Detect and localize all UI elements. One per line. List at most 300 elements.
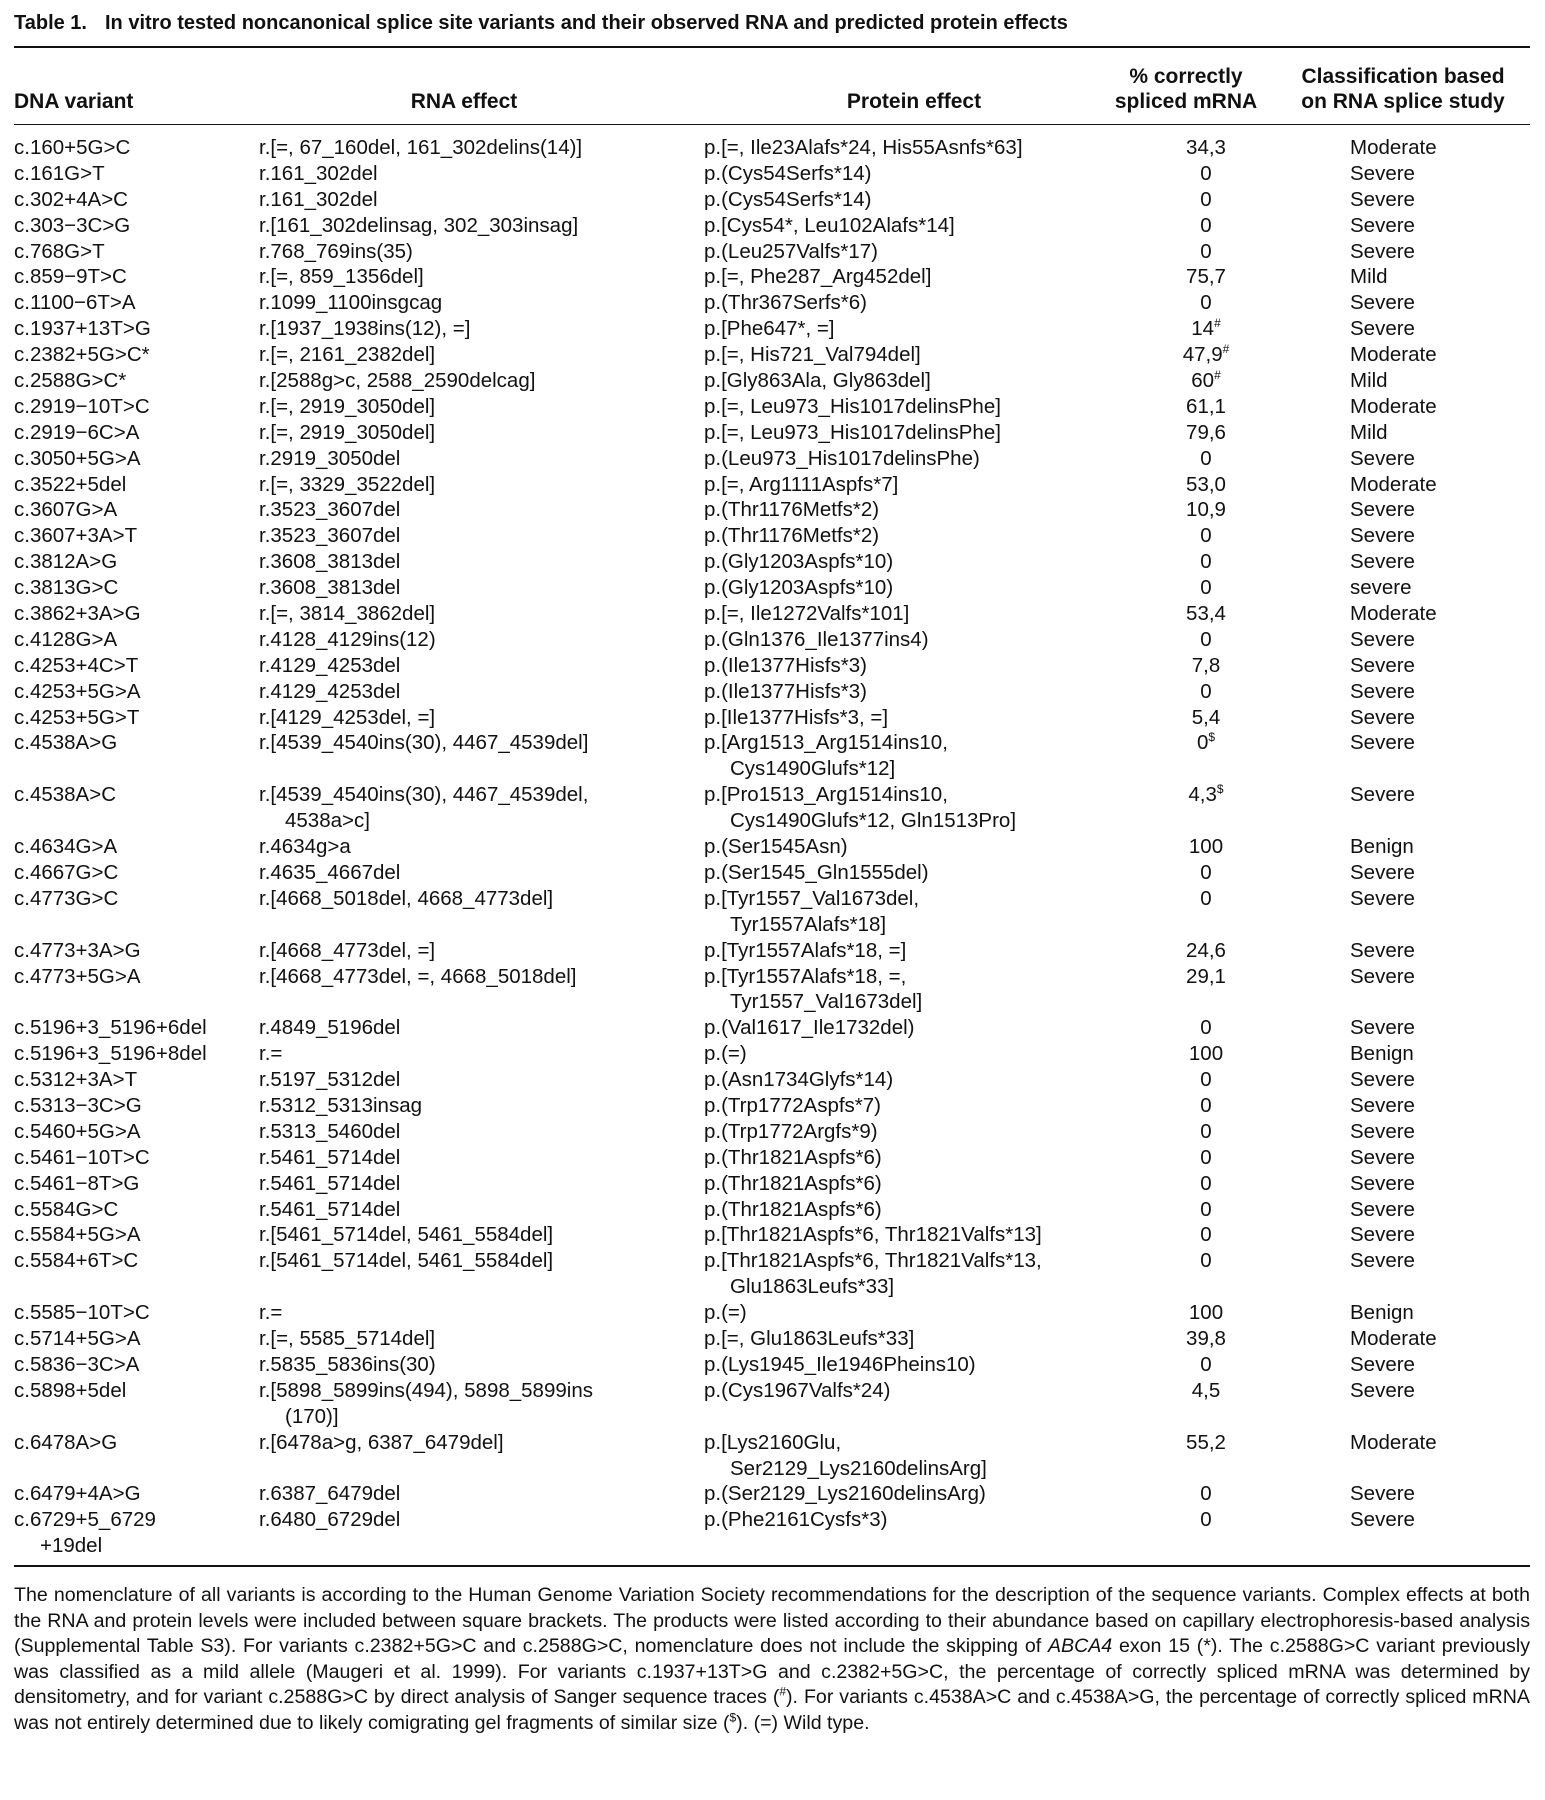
protein-effect-cell	[704, 368, 931, 394]
rna-effect-cell-text: r.[4668_4773del, =]	[259, 938, 436, 962]
dna-variant-cell	[14, 653, 138, 679]
percent-value: 0	[1200, 627, 1212, 651]
classification-cell-text: Severe	[1350, 317, 1415, 341]
protein-effect-cell-text: p.[=, Ile23Alafs*24, His55Asnfs*63]	[704, 136, 1023, 159]
protein-effect-cell	[704, 1197, 882, 1223]
table-row	[14, 860, 1530, 886]
classification-cell	[1350, 1041, 1414, 1067]
footnote-mark: #	[1222, 342, 1230, 357]
classification-cell	[1350, 1015, 1415, 1041]
protein-effect-cell-text: p.(Lys1945_Ile1946Pheins10)	[704, 1352, 976, 1376]
rna-effect-cell	[259, 394, 435, 420]
classification-cell	[1350, 264, 1388, 290]
protein-effect-cell	[704, 290, 867, 316]
rna-effect-cell	[259, 161, 378, 187]
percent-spliced-cell	[1126, 860, 1286, 886]
protein-effect-cell-text: p.[Tyr1557Alafs*18, =,	[704, 964, 907, 988]
percent-spliced-cell	[1126, 497, 1286, 523]
dna-variant-cell	[14, 187, 128, 213]
protein-effect-cell-text: p.[Ile1377Hisfs*3, =]	[704, 705, 889, 729]
protein-effect-cell-text: p.(Phe2161Cysfs*3)	[704, 1508, 888, 1532]
protein-effect-cell	[704, 1119, 878, 1145]
rna-effect-cell	[259, 1093, 422, 1119]
protein-effect-cell-text: p.(Trp1772Argfs*9)	[704, 1119, 878, 1143]
rna-effect-cell	[259, 135, 582, 161]
dna-variant-cell-text: c.5313−3C>G	[14, 1094, 142, 1118]
table-row	[14, 1507, 1530, 1559]
classification-cell	[1350, 1378, 1415, 1404]
protein-effect-cell	[704, 1300, 747, 1326]
classification-cell	[1350, 135, 1437, 161]
footnote-part-3: ). For variants c.4538A>C and c.4538A>G, the percentage of correctly spliced mRNA was not entirely determined due to likely comigrating gel fragments of similar size (	[14, 1686, 1530, 1735]
classification-cell-text: Severe	[1350, 1145, 1415, 1169]
header-percent-line2: spliced mRNA	[1114, 90, 1258, 113]
classification-cell-text: Severe	[1350, 1171, 1415, 1195]
percent-value: 0	[1200, 1352, 1212, 1376]
dna-variant-cell	[14, 1300, 150, 1326]
classification-cell-text: Severe	[1350, 964, 1415, 988]
dna-variant-cell-text: c.303−3C>G	[14, 213, 131, 237]
rna-effect-cell-text: r.3608_3813del	[259, 550, 401, 574]
protein-effect-cell-text: p.[Arg1513_Arg1514ins10,	[704, 731, 948, 755]
dna-variant-cell-text: c.1100−6T>A	[14, 291, 136, 315]
classification-cell	[1350, 290, 1415, 316]
classification-cell	[1350, 679, 1415, 705]
rna-effect-cell	[259, 1378, 593, 1430]
dna-variant-cell-text: c.5461−8T>G	[14, 1171, 140, 1195]
percent-spliced-cell	[1126, 420, 1286, 446]
dna-variant-cell-text: c.4253+4C>T	[14, 653, 139, 677]
rna-effect-cell	[259, 472, 435, 498]
classification-cell-text: Severe	[1350, 1223, 1415, 1247]
dna-variant-cell	[14, 239, 105, 265]
dna-variant-cell	[14, 1430, 117, 1456]
protein-effect-cell-text: p.[=, Leu973_His1017delinsPhe]	[704, 394, 1001, 418]
classification-cell-text: Severe	[1350, 1068, 1415, 1092]
table-row	[14, 446, 1530, 472]
percent-spliced-cell	[1126, 187, 1286, 213]
percent-spliced-cell	[1126, 886, 1286, 912]
footnote-part-1: The nomenclature of all variants is according to the Human Genome Variation Society recommendations for the description of the sequence variants. Complex effects at both the RNA and protein levels were included between square brackets. The products were listed according to their abundance based on capillary electrophoresis-based analysis (Supplemental Table S3). For variants c.2382+5G>C and c.2588G>C, nomenclature does not include the skipping of	[14, 1584, 1530, 1658]
table-row	[14, 264, 1530, 290]
rna-effect-cell-text: r.[4668_4773del, =, 4668_5018del]	[259, 964, 577, 988]
protein-effect-cell-text: p.[Lys2160Glu,	[704, 1430, 842, 1454]
percent-value: 0	[1200, 576, 1212, 600]
dna-variant-cell-text: c.768G>T	[14, 239, 105, 263]
classification-cell-text: Moderate	[1350, 602, 1437, 626]
percent-spliced-cell	[1126, 601, 1286, 627]
protein-effect-cell	[704, 394, 1001, 420]
protein-effect-cell	[704, 1171, 882, 1197]
protein-effect-cell-continuation: Tyr1557_Val1673del]	[730, 990, 923, 1014]
classification-cell-text: Mild	[1350, 265, 1388, 289]
classification-cell	[1350, 316, 1415, 342]
percent-spliced-cell	[1126, 782, 1286, 808]
protein-effect-cell-continuation: Glu1863Leufs*33]	[730, 1275, 895, 1299]
dna-variant-cell-text: c.4773G>C	[14, 886, 119, 910]
classification-cell-text: Severe	[1350, 1352, 1415, 1376]
classification-cell	[1350, 1119, 1415, 1145]
rna-effect-cell	[259, 860, 400, 886]
dna-variant-cell	[14, 1248, 138, 1274]
classification-cell-text: Severe	[1350, 213, 1415, 237]
classification-cell-text: Severe	[1350, 524, 1415, 548]
rna-effect-cell	[259, 705, 435, 731]
protein-effect-cell	[704, 239, 878, 265]
protein-effect-cell-text: p.(Thr1176Metfs*2)	[704, 524, 880, 548]
classification-cell	[1350, 705, 1415, 731]
percent-spliced-cell	[1126, 316, 1286, 342]
protein-effect-cell-text: p.[=, Phe287_Arg452del]	[704, 265, 932, 289]
protein-effect-cell-text: p.(Thr1821Aspfs*6)	[704, 1145, 882, 1169]
dna-variant-cell	[14, 679, 141, 705]
rna-effect-cell-text: r.5313_5460del	[259, 1119, 401, 1143]
percent-spliced-cell	[1126, 264, 1286, 290]
rna-effect-cell-text: r.5461_5714del	[259, 1171, 401, 1195]
protein-effect-cell-text: p.(Thr367Serfs*6)	[704, 291, 867, 315]
dna-variant-cell-text: c.4128G>A	[14, 627, 118, 651]
classification-cell-text: Moderate	[1350, 394, 1437, 418]
classification-cell-text: Severe	[1350, 860, 1415, 884]
dna-variant-cell	[14, 135, 130, 161]
dna-variant-cell	[14, 834, 117, 860]
dna-variant-cell-text: c.4667G>C	[14, 860, 119, 884]
classification-cell-text: Severe	[1350, 446, 1415, 470]
rna-effect-cell	[259, 627, 436, 653]
classification-cell	[1350, 1067, 1415, 1093]
rna-effect-cell-text: r.=	[259, 1301, 283, 1325]
percent-value: 5,4	[1191, 705, 1221, 729]
dna-variant-cell-text: c.5460+5G>A	[14, 1119, 141, 1143]
protein-effect-cell	[704, 264, 931, 290]
dna-variant-cell	[14, 1015, 207, 1041]
table-row	[14, 886, 1530, 938]
table-row	[14, 1119, 1530, 1145]
percent-spliced-cell	[1126, 964, 1286, 990]
classification-cell-text: Severe	[1350, 679, 1415, 703]
classification-cell	[1350, 627, 1415, 653]
table-row	[14, 213, 1530, 239]
classification-cell	[1350, 938, 1415, 964]
percent-value: 0	[1200, 1197, 1212, 1221]
classification-cell-text: severe	[1350, 576, 1412, 600]
protein-effect-cell-text: p.(Leu973_His1017delinsPhe)	[704, 446, 980, 470]
protein-effect-cell	[704, 679, 867, 705]
percent-value: 61,1	[1186, 394, 1226, 418]
dna-variant-cell-text: c.859−9T>C	[14, 265, 127, 289]
dna-variant-cell	[14, 264, 127, 290]
rna-effect-cell-text: r.161_302del	[259, 161, 378, 185]
classification-cell	[1350, 368, 1388, 394]
dna-variant-cell	[14, 420, 139, 446]
dna-variant-cell-text: c.5461−10T>C	[14, 1145, 150, 1169]
protein-effect-cell-text: p.[=, His721_Val794del]	[704, 343, 921, 367]
dna-variant-cell-text: c.5312+3A>T	[14, 1068, 138, 1092]
document-page	[14, 8, 1530, 1737]
rna-effect-cell	[259, 497, 400, 523]
rna-effect-cell	[259, 1326, 435, 1352]
dna-variant-cell	[14, 368, 126, 394]
protein-effect-cell	[704, 342, 921, 368]
percent-value: 10,9	[1186, 498, 1226, 522]
protein-effect-cell-text: p.(Leu257Valfs*17)	[704, 239, 878, 263]
dna-variant-cell	[14, 290, 136, 316]
rna-effect-cell	[259, 1145, 400, 1171]
dna-variant-cell-text: c.5836−3C>A	[14, 1352, 140, 1376]
protein-effect-cell	[704, 472, 898, 498]
percent-spliced-cell	[1126, 549, 1286, 575]
rna-effect-cell-text: r.[=, 3814_3862del]	[259, 602, 436, 626]
percent-spliced-cell	[1126, 679, 1286, 705]
classification-cell-text: Severe	[1350, 1016, 1415, 1040]
rna-effect-cell	[259, 938, 435, 964]
protein-effect-cell-text: p.(Asn1734Glyfs*14)	[704, 1068, 894, 1092]
rna-effect-cell	[259, 1507, 400, 1533]
percent-spliced-cell	[1126, 1507, 1286, 1533]
classification-cell-text: Severe	[1350, 550, 1415, 574]
rna-effect-cell-text: r.[=, 2919_3050del]	[259, 420, 436, 444]
percent-value: 79,6	[1186, 420, 1226, 444]
table-row	[14, 1197, 1530, 1223]
classification-cell	[1350, 394, 1437, 420]
classification-cell-text: Mild	[1350, 369, 1388, 393]
rna-effect-cell-text: r.[5461_5714del, 5461_5584del]	[259, 1223, 554, 1247]
rna-effect-cell	[259, 1300, 282, 1326]
protein-effect-cell	[704, 1430, 987, 1482]
rna-effect-cell	[259, 368, 535, 394]
protein-effect-cell	[704, 575, 893, 601]
dna-variant-cell	[14, 938, 141, 964]
dna-variant-cell-text: c.3813G>C	[14, 576, 119, 600]
classification-cell	[1350, 1352, 1415, 1378]
footnote-mark: $	[1208, 730, 1216, 745]
footnote-part-4: ). (=) Wild type.	[736, 1712, 870, 1735]
classification-cell	[1350, 1197, 1415, 1223]
percent-value: 0	[1200, 1016, 1212, 1040]
header-dna-variant: DNA variant	[14, 90, 134, 113]
classification-cell	[1350, 472, 1437, 498]
rna-effect-cell	[259, 782, 588, 834]
classification-cell	[1350, 497, 1415, 523]
classification-cell-text: Severe	[1350, 1197, 1415, 1221]
percent-spliced-cell	[1126, 290, 1286, 316]
dna-variant-cell-text: c.3862+3A>G	[14, 602, 141, 626]
percent-value: 100	[1188, 1301, 1224, 1325]
protein-effect-cell	[704, 497, 879, 523]
protein-effect-cell	[704, 1248, 1042, 1300]
rna-effect-cell	[259, 964, 576, 990]
table-row	[14, 1041, 1530, 1067]
classification-cell-text: Moderate	[1350, 1430, 1437, 1454]
rna-effect-cell-text: r.2919_3050del	[259, 446, 401, 470]
classification-cell	[1350, 730, 1415, 756]
dna-variant-cell	[14, 964, 141, 990]
percent-spliced-cell	[1126, 653, 1286, 679]
table-row	[14, 964, 1530, 1016]
rna-effect-cell	[259, 1119, 400, 1145]
dna-variant-cell	[14, 1041, 207, 1067]
percent-value: 14	[1191, 317, 1215, 341]
classification-cell-text: Severe	[1350, 1378, 1415, 1402]
dna-variant-cell	[14, 730, 117, 756]
dna-variant-cell	[14, 1507, 156, 1559]
dna-variant-cell-text: c.4538A>G	[14, 731, 118, 755]
percent-value: 0	[1200, 1068, 1212, 1092]
protein-effect-cell	[704, 1093, 881, 1119]
protein-effect-cell-text: p.(Gly1203Aspfs*10)	[704, 576, 894, 600]
rna-effect-cell-text: r.4635_4667del	[259, 860, 401, 884]
classification-cell-text: Severe	[1350, 1508, 1415, 1532]
rna-effect-cell-text: r.[=, 5585_5714del]	[259, 1327, 436, 1351]
protein-effect-cell	[704, 549, 893, 575]
classification-cell-text: Severe	[1350, 161, 1415, 185]
classification-cell	[1350, 161, 1415, 187]
percent-value: 100	[1188, 835, 1224, 859]
header-rna-effect: RNA effect	[410, 90, 518, 113]
protein-effect-cell	[704, 730, 948, 782]
protein-effect-cell	[704, 705, 888, 731]
dna-variant-cell	[14, 342, 150, 368]
table-body	[14, 125, 1530, 1559]
percent-value: 0	[1200, 239, 1212, 263]
classification-cell	[1350, 1171, 1415, 1197]
percent-spliced-cell	[1126, 1145, 1286, 1171]
table-row	[14, 730, 1530, 782]
dna-variant-cell-text: c.4773+3A>G	[14, 938, 141, 962]
percent-value: 0	[1200, 213, 1212, 237]
rna-effect-cell	[259, 575, 400, 601]
table-row	[14, 290, 1530, 316]
classification-cell-text: Severe	[1350, 886, 1415, 910]
rna-effect-cell-text: r.[=, 3329_3522del]	[259, 472, 436, 496]
rna-effect-cell	[259, 187, 378, 213]
protein-effect-cell-continuation: Cys1490Glufs*12]	[730, 757, 896, 781]
protein-effect-cell	[704, 446, 980, 472]
rna-effect-cell	[259, 601, 435, 627]
table-row	[14, 1093, 1530, 1119]
percent-value: 47,9	[1182, 343, 1223, 367]
rna-effect-cell-text: r.4128_4129ins(12)	[259, 627, 436, 651]
percent-spliced-cell	[1126, 1300, 1286, 1326]
protein-effect-cell	[704, 1507, 887, 1533]
table-row	[14, 368, 1530, 394]
rna-effect-cell	[259, 679, 400, 705]
table-row	[14, 601, 1530, 627]
protein-effect-cell-text: p.[Pro1513_Arg1514ins10,	[704, 783, 948, 807]
classification-cell	[1350, 342, 1437, 368]
protein-effect-cell-text: p.[Tyr1557Alafs*18, =]	[704, 938, 907, 962]
protein-effect-cell-text: p.[=, Leu973_His1017delinsPhe]	[704, 420, 1001, 444]
header-classification-line1: Classification based	[1301, 65, 1505, 88]
dna-variant-cell	[14, 1145, 150, 1171]
classification-cell-text: Severe	[1350, 239, 1415, 263]
percent-spliced-cell	[1126, 1015, 1286, 1041]
protein-effect-cell	[704, 161, 871, 187]
dna-variant-cell-text: c.302+4A>C	[14, 187, 128, 211]
table-row	[14, 834, 1530, 860]
classification-cell-text: Severe	[1350, 783, 1415, 807]
protein-effect-cell-continuation: Tyr1557Alafs*18]	[730, 912, 887, 936]
table-row	[14, 782, 1530, 834]
classification-cell-text: Severe	[1350, 1249, 1415, 1273]
dna-variant-cell	[14, 1171, 139, 1197]
footnote-mark: #	[1214, 316, 1221, 331]
protein-effect-cell	[704, 1015, 914, 1041]
rna-effect-cell-text: r.4129_4253del	[259, 653, 401, 677]
rna-effect-cell	[259, 213, 578, 239]
classification-cell	[1350, 1326, 1437, 1352]
footnote-mark: $	[1216, 782, 1224, 797]
protein-effect-cell	[704, 938, 906, 964]
rna-effect-cell-text: r.[=, 2919_3050del]	[259, 394, 436, 418]
table-row	[14, 420, 1530, 446]
percent-spliced-cell	[1126, 472, 1286, 498]
classification-cell	[1350, 575, 1412, 601]
dna-variant-cell-text: c.2588G>C*	[14, 369, 127, 393]
dna-variant-cell	[14, 1093, 142, 1119]
percent-value: 0	[1200, 1223, 1212, 1247]
protein-effect-cell	[704, 627, 929, 653]
table-row	[14, 938, 1530, 964]
table-row	[14, 394, 1530, 420]
classification-cell-text: Severe	[1350, 627, 1415, 651]
protein-effect-cell-text: p.[Thr1821Aspfs*6, Thr1821Valfs*13,	[704, 1249, 1042, 1273]
percent-value: 4,5	[1191, 1378, 1221, 1402]
table-row	[14, 549, 1530, 575]
percent-spliced-cell	[1126, 1041, 1286, 1067]
dna-variant-cell	[14, 161, 105, 187]
percent-spliced-cell	[1126, 730, 1286, 756]
dna-variant-cell	[14, 549, 117, 575]
header-protein-effect: Protein effect	[846, 90, 982, 113]
classification-cell-text: Severe	[1350, 187, 1415, 211]
dna-variant-cell-text: c.6478A>G	[14, 1430, 118, 1454]
percent-spliced-cell	[1126, 705, 1286, 731]
classification-cell	[1350, 523, 1415, 549]
protein-effect-cell-text: p.(Cys1967Valfs*24)	[704, 1378, 891, 1402]
table-row	[14, 653, 1530, 679]
protein-effect-cell	[704, 782, 1016, 834]
rna-effect-cell	[259, 1248, 553, 1274]
classification-cell-text: Severe	[1350, 291, 1415, 315]
classification-cell	[1350, 239, 1415, 265]
percent-spliced-cell	[1126, 1430, 1286, 1456]
percent-value: 7,8	[1191, 653, 1221, 677]
dna-variant-cell-text: c.3607+3A>T	[14, 524, 138, 548]
percent-value: 0	[1200, 187, 1212, 211]
protein-effect-cell-text: p.(Ser1545_Gln1555del)	[704, 860, 929, 884]
percent-value: 0	[1200, 1482, 1212, 1506]
classification-cell	[1350, 1300, 1414, 1326]
dna-variant-cell-text: c.3812A>G	[14, 550, 118, 574]
rna-effect-cell	[259, 1197, 400, 1223]
rna-effect-cell-text: r.4634g>a	[259, 835, 351, 859]
table-row	[14, 1326, 1530, 1352]
dna-variant-cell-text: c.3522+5del	[14, 472, 127, 496]
rna-effect-cell	[259, 1222, 553, 1248]
percent-spliced-cell	[1126, 135, 1286, 161]
table-row	[14, 135, 1530, 161]
classification-cell-text: Benign	[1350, 1042, 1414, 1066]
dna-variant-cell-text: c.4538A>C	[14, 783, 116, 807]
percent-value: 100	[1188, 1042, 1224, 1066]
percent-value: 0	[1200, 1249, 1212, 1273]
rna-effect-cell	[259, 290, 442, 316]
percent-value: 60	[1191, 369, 1215, 393]
protein-effect-cell-text: p.(Gln1376_Ile1377ins4)	[704, 627, 929, 651]
protein-effect-cell-text: p.(Ser1545Asn)	[704, 835, 848, 859]
rna-effect-cell	[259, 653, 400, 679]
